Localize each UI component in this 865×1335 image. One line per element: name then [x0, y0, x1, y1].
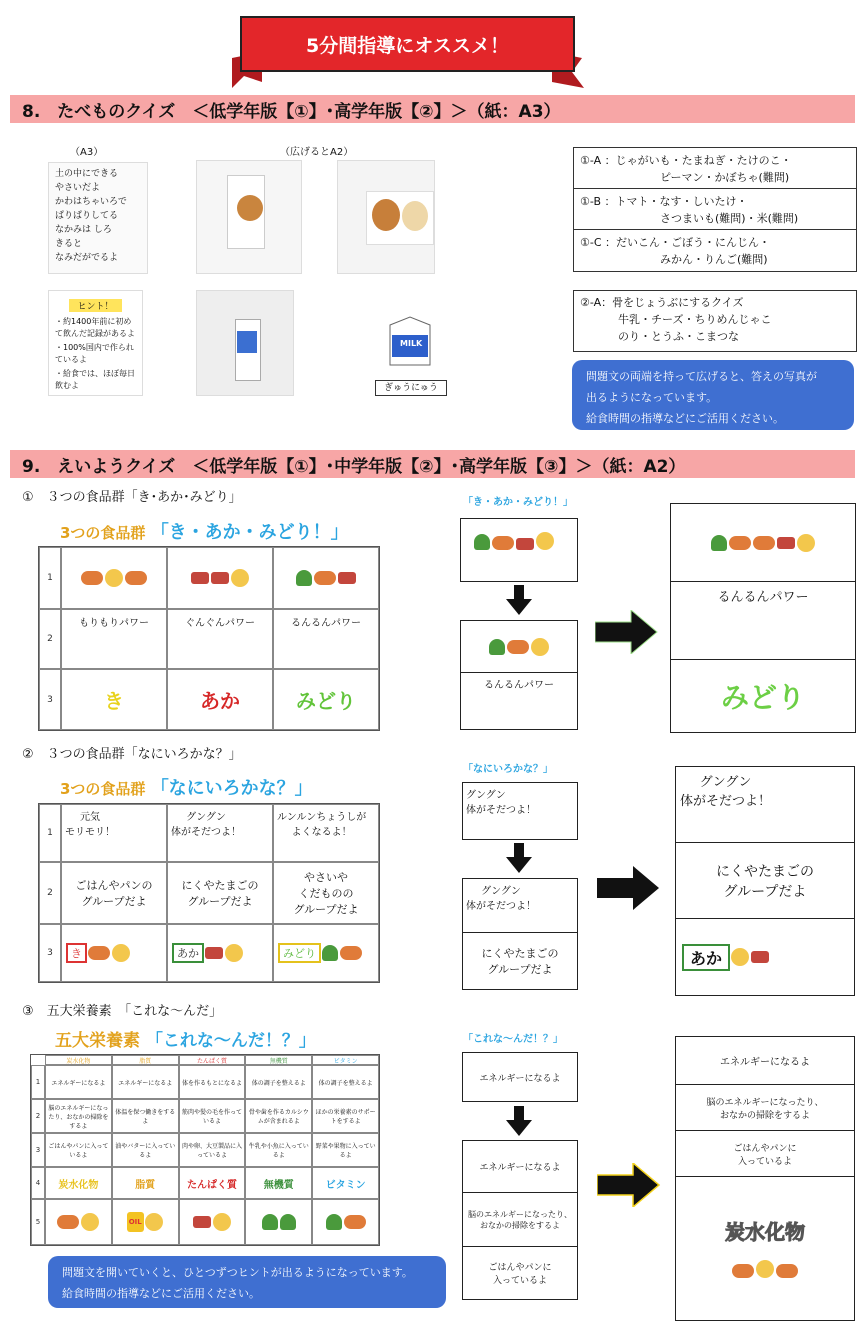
- q2-card2-top: グングン 体がそだつよ！: [463, 879, 577, 933]
- list1-row: [574, 148, 856, 189]
- banner-text: 5分間指導にオススメ！: [240, 16, 575, 72]
- q3-small-title: 「これな～んだ！？」: [463, 1034, 563, 1045]
- note-line: 問題文を開いていくと、ひとつずつヒントが出るようになっています。: [62, 1266, 413, 1279]
- oil-bottle: OIL: [127, 1212, 144, 1232]
- list1-row: [574, 230, 856, 271]
- q3-col-head: 無機質: [245, 1055, 312, 1065]
- hint-line: ・約1400年前に初めて飲んだ記録があるよ: [55, 317, 135, 338]
- q1-arrow-down: [506, 585, 532, 615]
- q2-cell: グングン 体がそだつよ！: [167, 804, 273, 862]
- food-icon: [81, 1213, 99, 1231]
- onion-photo: [337, 160, 435, 274]
- note-line: 問題文の両端を持って広げると、答えの写真が: [586, 370, 817, 383]
- q3-food-cell: [312, 1199, 379, 1245]
- hint-photo: [48, 290, 143, 396]
- q3-cell: 骨や歯を作るカルシウムが含まれるよ: [245, 1099, 312, 1133]
- quiz-list-2: [573, 290, 857, 352]
- q2-rownum: 2: [39, 862, 61, 924]
- q1-right-arrow: [595, 610, 659, 654]
- q1-card2-food: [461, 621, 577, 673]
- q3-cell: 体を作るもとになるよ: [179, 1065, 246, 1099]
- q3-big-answer: 炭水化物: [725, 1219, 805, 1244]
- q2-right-arrow: [597, 866, 661, 910]
- q3-nutrient-label: 無機質: [245, 1167, 312, 1199]
- q2-cell: 元気 モリモリ！: [61, 804, 167, 862]
- food-icon: [262, 1214, 278, 1230]
- list1-line: ①-B ：トマト・なす・しいたけ・: [580, 195, 748, 208]
- q2-poster-title: [60, 774, 313, 800]
- q2-cell: ごはんやパンの グループだよ: [61, 862, 167, 924]
- q1-card-caption: るんるんパワー: [484, 680, 554, 691]
- riddle-line: 土の中にできる: [55, 169, 119, 179]
- banner: [240, 16, 575, 78]
- list1-line: ①-A ：じゃがいも・たまねぎ・たけのこ・: [580, 154, 792, 167]
- q3-col-head: 炭水化物: [45, 1055, 112, 1065]
- q2-rownum: 3: [39, 924, 61, 982]
- q2-rownum: 1: [39, 804, 61, 862]
- quiz-list-1: [573, 147, 857, 272]
- q2-label-midori: みどり: [278, 943, 321, 963]
- q3-right-arrow: [597, 1163, 661, 1207]
- q2-small-title: 「なにいろかな？」: [463, 764, 553, 775]
- riddle-line: なかみは しろ: [55, 224, 112, 235]
- riddle-line: ぱりぱりしてる: [55, 210, 119, 221]
- q1-big-food: [671, 504, 855, 582]
- q3-card2-b: 脳のエネルギーになったり、 おなかの掃除をするよ: [463, 1193, 577, 1247]
- q3-card2-a: エネルギーになるよ: [463, 1141, 577, 1193]
- q3-big-card: [675, 1036, 855, 1321]
- q3-rownum: 4: [31, 1167, 45, 1199]
- list2-line1: ：骨をじょうぶにするクイズ: [601, 296, 744, 309]
- note-line: 給食時間の指導などにご活用ください。: [586, 411, 784, 425]
- q3-rownum: 2: [31, 1099, 45, 1133]
- q3-cell: 体の調子を整えるよ: [312, 1065, 379, 1099]
- q2-label-aka: あか: [172, 943, 204, 963]
- milk-label: MILK: [400, 339, 423, 348]
- hint-title: ヒント！: [69, 299, 122, 312]
- q3-food-cell: [45, 1199, 112, 1245]
- q2-title-b: 「なにいろかな？」: [150, 778, 313, 799]
- section-8-note: [572, 360, 854, 430]
- list1-line: ①-C ：だいこん・ごぼう・にんじん・: [580, 236, 771, 249]
- q1-card-1: [460, 518, 578, 582]
- list1-line2: ピーマン・かぼちゃ(難問): [660, 171, 790, 185]
- food-icon: [145, 1213, 163, 1231]
- milk-carton-illustration: [380, 315, 440, 370]
- label-a2: （広げるとA2）: [280, 147, 354, 158]
- section-9-title: 9. えいようクイズ ＜低学年版【①】･中学年版【②】･高学年版【③】＞（紙：A2）: [10, 450, 855, 478]
- list1-line2: さつまいも(難問)・米(難問): [660, 212, 799, 226]
- q1-rownum: 2: [39, 609, 61, 669]
- q3-title-b: 「これな～んだ！？」: [145, 1031, 316, 1051]
- q1-title-b: 「き・あか・みどり！」: [150, 522, 349, 543]
- food-icon: [326, 1214, 342, 1230]
- q3-col-head: 脂質: [112, 1055, 179, 1065]
- section-9-note: [48, 1256, 446, 1308]
- q1-small-title: 「き・あか・みどり！」: [463, 497, 573, 508]
- q3-cell: エネルギーになるよ: [45, 1065, 112, 1099]
- q3-card-1: エネルギーになるよ: [462, 1052, 578, 1102]
- q3-cell: 筋肉や髪の毛を作っているよ: [179, 1099, 246, 1133]
- label-a3: （A3）: [70, 147, 104, 158]
- q3-cell: 牛乳や小魚に入っているよ: [245, 1133, 312, 1167]
- q2-arrow-down: [506, 843, 532, 873]
- q2-cell: にくやたまごの グループだよ: [167, 862, 273, 924]
- q1-group-aka: あか: [167, 669, 273, 730]
- q3-rownum: 5: [31, 1199, 45, 1245]
- riddle-line: やさいだよ: [55, 182, 101, 193]
- q3-cell: 脳のエネルギーになったり、おなかの掃除をするよ: [45, 1099, 112, 1133]
- q2-cell: [167, 924, 273, 982]
- riddle-line: なみだがでるよ: [55, 252, 119, 263]
- q1-poster: [38, 546, 380, 731]
- riddle-line: かわはちゃいろで: [55, 196, 127, 207]
- q2-big-bottom: [676, 919, 854, 995]
- q3-cell: 肉や卵、大豆製品に入っているよ: [179, 1133, 246, 1167]
- q3-big-4: [676, 1177, 854, 1320]
- q3-nutrient-label: ビタミン: [312, 1167, 379, 1199]
- q3-card2-c: ごはんやパンに 入っているよ: [488, 1263, 552, 1286]
- q3-poster: [30, 1054, 380, 1246]
- q1-big-answer: みどり: [720, 681, 805, 714]
- q3-food-cell: [179, 1199, 246, 1245]
- q3-big-1: エネルギーになるよ: [676, 1037, 854, 1085]
- q3-col-head: ビタミン: [312, 1055, 379, 1065]
- q1-group-ki: き: [61, 669, 167, 730]
- q3-cell: 体温を保つ働きをするよ: [112, 1099, 179, 1133]
- q1-rownum: 1: [39, 547, 61, 609]
- note-line: 出るようになっています。: [586, 390, 718, 404]
- q3-nutrient-label: 炭水化物: [45, 1167, 112, 1199]
- q3-rownum: 1: [31, 1065, 45, 1099]
- q1-poster-title: [60, 518, 349, 544]
- food-icon: [213, 1213, 231, 1231]
- riddle-photo: [48, 162, 148, 274]
- q1-power: もりもりパワー: [61, 609, 167, 669]
- q3-arrow-down: [506, 1106, 532, 1136]
- q3-cell: 体の調子を整えるよ: [245, 1065, 312, 1099]
- q1-title-a: 3つの食品群: [60, 524, 146, 542]
- q2-heading: ② ３つの食品群「なにいろかな？」: [22, 747, 242, 762]
- q3-nutrient-label: 脂質: [112, 1167, 179, 1199]
- q3-card-2: [462, 1140, 578, 1300]
- list2-line2: 牛乳・チーズ・ちりめんじゃこ: [618, 313, 772, 327]
- q3-poster-title: [55, 1026, 316, 1051]
- q2-cell: [61, 924, 167, 982]
- q2-card2-bottom: にくやたまごの グループだよ: [481, 947, 559, 976]
- q3-cell: 油やバターに入っているよ: [112, 1133, 179, 1167]
- q1-food-green: [273, 547, 379, 609]
- q3-title-a: 五大栄養素: [55, 1031, 140, 1051]
- q3-col-head: たんぱく質: [179, 1055, 246, 1065]
- food-icon: [193, 1216, 211, 1228]
- q3-cell: 野菜や果物に入っているよ: [312, 1133, 379, 1167]
- food-icon: [344, 1215, 366, 1229]
- q3-rownum: 3: [31, 1133, 45, 1167]
- q3-nutrient-label: たんぱく質: [179, 1167, 246, 1199]
- q1-big-caption: るんるんパワー: [671, 582, 855, 660]
- list2-key: ②-A: [580, 296, 602, 309]
- food-icon: [280, 1214, 296, 1230]
- q3-corner: [31, 1055, 45, 1065]
- section-8-title: 8. たべものクイズ ＜低学年版【①】･高学年版【②】＞（紙：A3）: [10, 95, 855, 123]
- q1-power: るんるんパワー: [273, 609, 379, 669]
- q2-card-1: グングン 体がそだつよ！: [462, 782, 578, 840]
- hint-line: ・給食では、ほぼ毎日飲むよ: [55, 369, 135, 390]
- q3-food-cell: [112, 1199, 179, 1245]
- note-line: 給食時間の指導などにご活用ください。: [62, 1286, 260, 1300]
- q2-poster: [38, 803, 380, 983]
- milk-fold-photo: [196, 290, 294, 396]
- food-icon: [57, 1215, 79, 1229]
- q3-food-cell: [245, 1199, 312, 1245]
- q1-power: ぐんぐんパワー: [167, 609, 273, 669]
- q3-cell: ごはんやパンに入っているよ: [45, 1133, 112, 1167]
- q2-big-card: [675, 766, 855, 996]
- q2-card-2: [462, 878, 578, 990]
- q2-cell: [273, 924, 379, 982]
- hint-line: ・100%国内で作られているよ: [55, 343, 134, 364]
- q3-cell: ほかの栄養素のサポートをするよ: [312, 1099, 379, 1133]
- list1-row: [574, 189, 856, 230]
- q1-food-yellow: [61, 547, 167, 609]
- q3-big-3: ごはんやパンに 入っているよ: [676, 1131, 854, 1177]
- q1-card-2: [460, 620, 578, 730]
- q1-group-midori: みどり: [273, 669, 379, 730]
- q2-label-ki: き: [66, 943, 87, 963]
- q2-title-a: 3つの食品群: [60, 780, 146, 798]
- q2-cell: ルンルンちょうしが よくなるよ！: [273, 804, 379, 862]
- q2-cell: やさいや くだものの グループだよ: [273, 862, 379, 924]
- list2-line3: のり・とうふ・こまつな: [618, 330, 739, 344]
- q1-food-red: [167, 547, 273, 609]
- list1-line2: みかん・りんご(難問): [660, 253, 768, 267]
- q3-heading: ③ 五大栄養素 「これな～んだ」: [22, 1004, 223, 1019]
- q1-big-card: [670, 503, 856, 733]
- q2-big-mid: にくやたまごの グループだよ: [676, 843, 854, 919]
- fold-photo: [196, 160, 302, 274]
- milk-caption: ぎゅうにゅう: [375, 380, 447, 396]
- q2-big-top: グングン 体がそだつよ！: [676, 767, 854, 843]
- riddle-line: きると: [55, 238, 83, 249]
- q3-cell: エネルギーになるよ: [112, 1065, 179, 1099]
- q2-big-label: あか: [682, 944, 730, 971]
- q3-big-2: 脳のエネルギーになったり、 おなかの掃除をするよ: [676, 1085, 854, 1131]
- q1-heading: ① ３つの食品群「き･あか･みどり」: [22, 490, 242, 505]
- q1-rownum: 3: [39, 669, 61, 730]
